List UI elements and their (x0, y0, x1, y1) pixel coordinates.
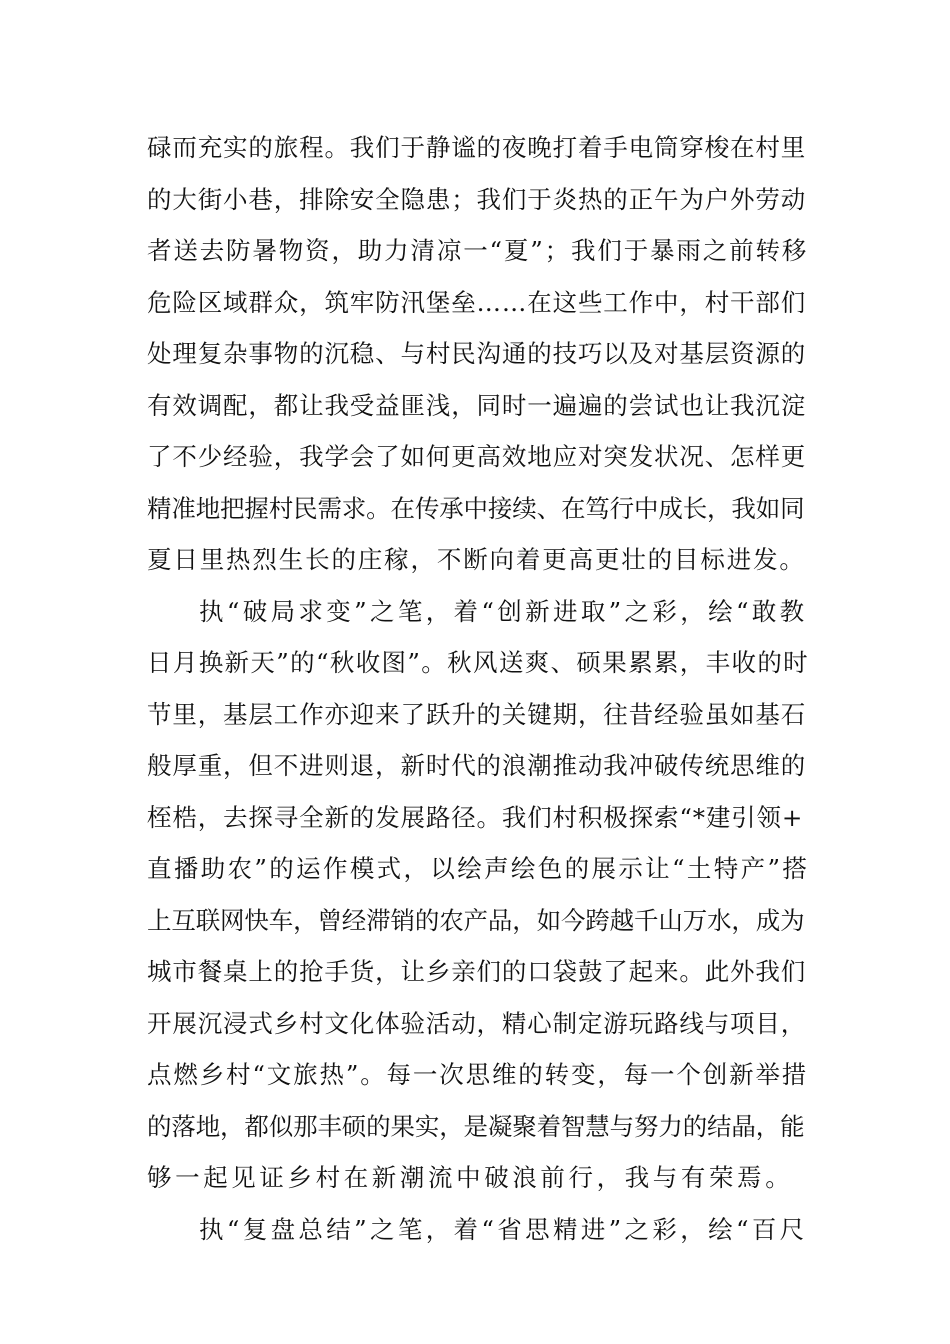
text-line: 桎梏，去探寻全新的发展路径。我们村积极探索“*建引领+ (147, 802, 804, 832)
paragraph-start-line: 执“复盘总结”之笔，着“省思精进”之彩，绘“百尺 (199, 1214, 808, 1244)
text-line: 了不少经验，我学会了如何更高效地应对突发状况、怎样更 (147, 442, 807, 471)
text-line: 城市餐桌上的抢手货，让乡亲们的口袋鼓了起来。此外我们 (147, 957, 807, 986)
text-line: 节里，基层工作亦迎来了跃升的关键期，往昔经验虽如基石 (147, 699, 807, 729)
text-line: 的大街小巷，排除安全隐患；我们于炎热的正午为户外劳动 (147, 184, 807, 214)
text-line: 有效调配，都让我受益匪浅，同时一遍遍的尝试也让我沉淀 (147, 390, 807, 420)
text-line: 精准地把握村民需求。在传承中接续、在笃行中成长，我如同 (147, 493, 805, 523)
text-line: 夏日里热烈生长的庄稼，不断向着更高更壮的目标进发。 (147, 545, 806, 574)
text-line: 危险区域群众，筑牢防汛堡垒……在这些工作中，村干部们 (147, 287, 807, 317)
text-line: 开展沉浸式乡村文化体验活动，精心制定游玩路线与项目， (147, 1008, 807, 1038)
text-line: 处理复杂事物的沉稳、与村民沟通的技巧以及对基层资源的 (147, 339, 807, 368)
text-line: 够一起见证乡村在新潮流中破浪前行，我与有荣焉。 (147, 1163, 794, 1192)
body-text (147, 122, 809, 1255)
paragraph-start-line: 执“破局求变”之笔，着“创新进取”之彩，绘“敢教 (199, 596, 808, 626)
text-line: 直播助农”的运作模式，以绘声绘色的展示让“土特产”搭 (147, 854, 810, 883)
text-line: 般厚重，但不进则退，新时代的浪潮推动我冲破传统思维的 (147, 751, 807, 780)
text-line: 点燃乡村“文旅热”。每一次思维的转变，每一个创新举措 (147, 1060, 809, 1089)
text-line: 者送去防暑物资，助力清凉一“夏”；我们于暴雨之前转移 (147, 236, 809, 265)
text-line: 日月换新天”的“秋收图”。秋风送爽、硕果累累，丰收的时 (147, 648, 810, 677)
text-line: 的落地，都似那丰硕的果实，是凝聚着智慧与努力的结晶，能 (147, 1111, 805, 1141)
text-line: 上互联网快车，曾经滞销的农产品，如今跨越千山万水，成为 (147, 905, 805, 935)
text-line: 碌而充实的旅程。我们于静谧的夜晚打着手电筒穿梭在村里 (147, 133, 807, 162)
